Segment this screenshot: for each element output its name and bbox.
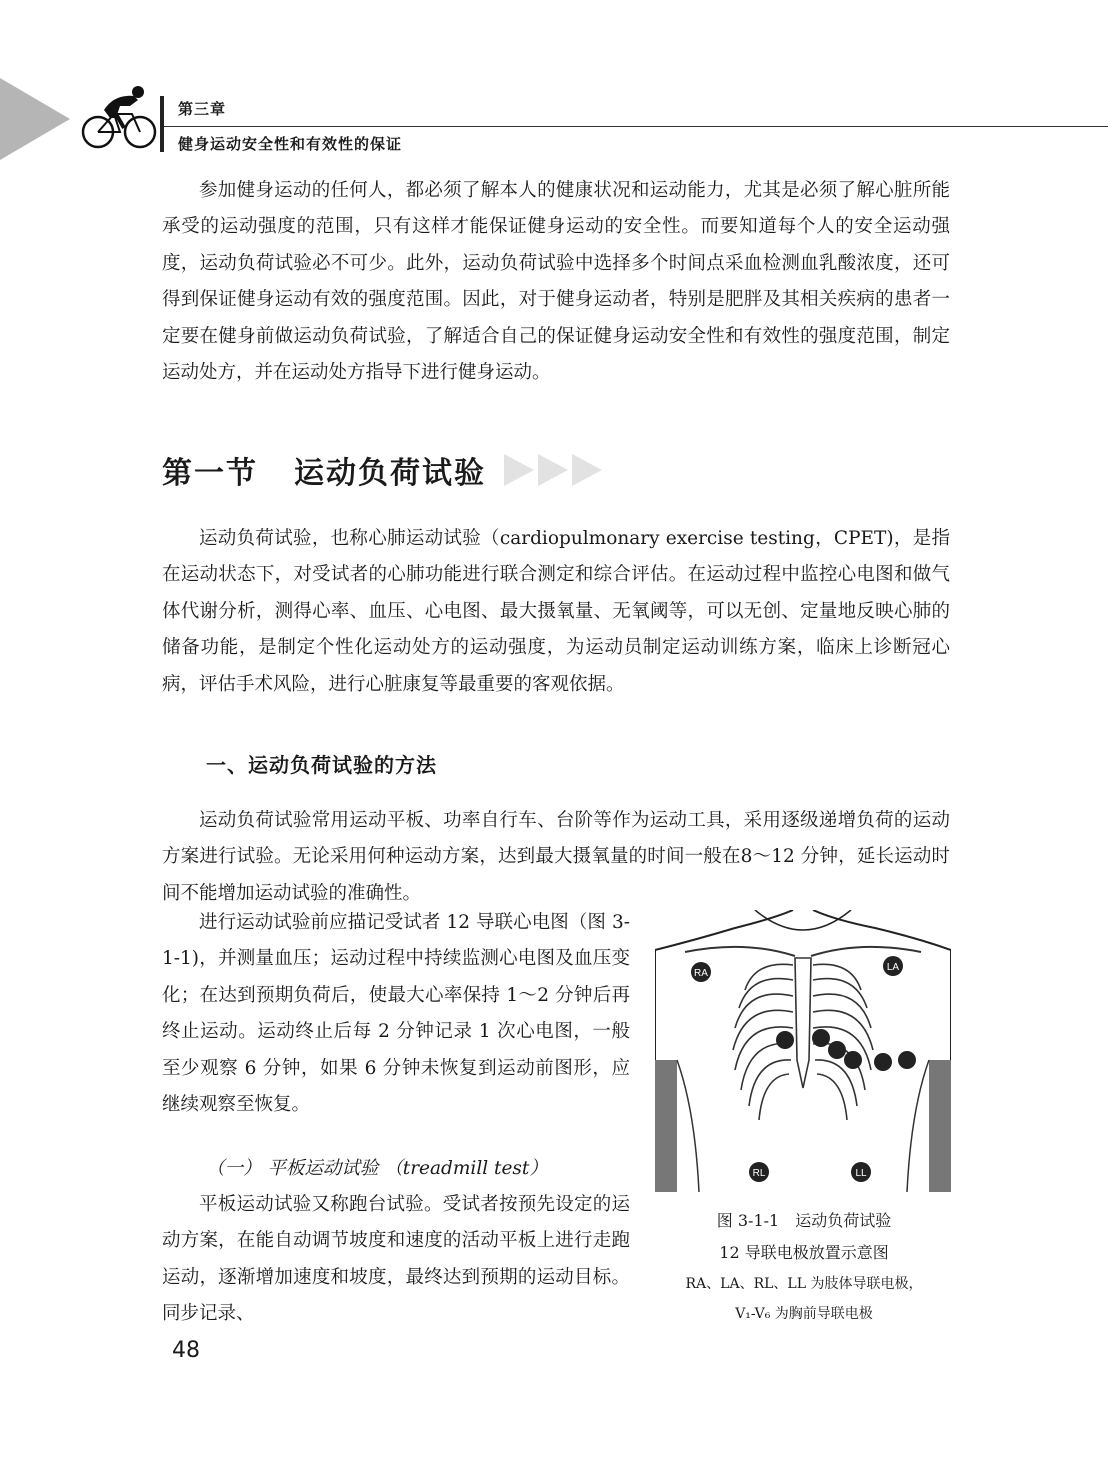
electrode-rl (749, 1162, 769, 1182)
header-vertical-bar (160, 96, 164, 152)
section-paragraph: 运动负荷试验，也称心肺运动试验（cardiopulmonary exercise testing，CPET)，是指在运动状态下，对受试者的心肺功能进行联合测定和综合评估。在运动过程中监控心电图和做气体代谢分析，测得心率、血压、心电图、最大摄氧量、无氧阈等，可以无创、定量地反映心肺的储备功能，是制定个性化运动处方的运动强度，为运动员制定运动训练方案，临床上诊断冠心病，评估手术风险，进行心脏康复等最重要的客观依据。 (162, 528, 950, 695)
methods-paragraph: 运动负荷试验常用运动平板、功率自行车、台阶等作为运动工具，采用逐级递增负荷的运动方案进行试验。无论采用何种运动方案，达到最大摄氧量的时间一般在8～12 分钟，延长运动时间不能增加运动试验的准确性。 (162, 810, 950, 904)
corner-triangle-decoration (0, 78, 72, 160)
caption-line-4: V₁-V₆ 为胸前导联电极 (735, 1306, 873, 1322)
electrode-ra (691, 962, 711, 982)
electrode-ll (851, 1162, 871, 1182)
heading-methods: 一、运动负荷试验的方法 (206, 753, 437, 777)
chapter-subtitle: 健身运动安全性和有效性的保证 (178, 135, 403, 153)
label-ll: LL (855, 1168, 867, 1179)
electrode-v5 (874, 1053, 892, 1071)
section-number: 第一节 (162, 456, 258, 491)
treadmill-paragraph: 平板运动试验又称跑台试验。受试者按预先设定的运动方案，在能自动调节坡度和速度的活动平板上进行走跑运动，逐渐增加速度和坡度，最终达到预期的运动目标。同步记录、 (162, 1194, 630, 1325)
figure-caption (640, 1205, 968, 1329)
caption-line-2: 12 导联电极放置示意图 (719, 1243, 889, 1262)
cyclist-icon (80, 84, 158, 150)
chapter-label: 第三章 (178, 100, 227, 118)
header-rule (164, 126, 1108, 127)
section-title (162, 448, 604, 492)
sub-heading-treadmill: （一） 平板运动试验 （treadmill test） (206, 1158, 548, 1179)
electrode-la (883, 956, 903, 976)
label-rl: RL (752, 1168, 766, 1179)
label-ra: RA (694, 968, 708, 979)
electrode-v1 (776, 1031, 794, 1049)
ecg-electrode-figure (655, 910, 951, 1192)
label-la: LA (886, 962, 900, 973)
electrode-v4 (844, 1051, 862, 1069)
triple-arrow-icon (504, 452, 604, 488)
intro-paragraph: 参加健身运动的任何人，都必须了解本人的健康状况和运动能力，尤其是必须了解心脏所能承受的运动强度的范围，只有这样才能保证健身运动的安全性。而要知道每个人的安全运动强度，运动负荷试验必不可少。此外，运动负荷试验中选择多个时间点采血检测血乳酸浓度，还可得到保证健身运动有效的强度范围。因此，对于健身运动者，特别是肥胖及其相关疾病的患者一定要在健身前做运动负荷试验，了解适合自己的保证健身运动安全性和有效性的强度范围，制定运动处方，并在运动处方指导下进行健身运动。 (162, 180, 950, 384)
page-number: 48 (172, 1338, 200, 1363)
electrode-v6 (898, 1051, 916, 1069)
electrode-v3 (828, 1041, 846, 1059)
caption-line-3: RA、LA、RL、LL 为肢体导联电极， (685, 1276, 923, 1292)
section-name: 运动负荷试验 (294, 456, 486, 491)
electrode-v2 (812, 1029, 830, 1047)
caption-line-1: 图 3-1-1 运动负荷试验 (716, 1211, 892, 1230)
ecg-paragraph: 进行运动试验前应描记受试者 12 导联心电图（图 3-1-1)，并测量血压；运动过程中持续监测心电图及血压变化；在达到预期负荷后，使最大心率保持 1～2 分钟后再终止运动。运动终止后每 2 分钟记录 1 次心电图，一般至少观察 6 分钟，如果 6 分钟未恢复到运动前图形，应继续观察至恢复。 (162, 912, 630, 1116)
